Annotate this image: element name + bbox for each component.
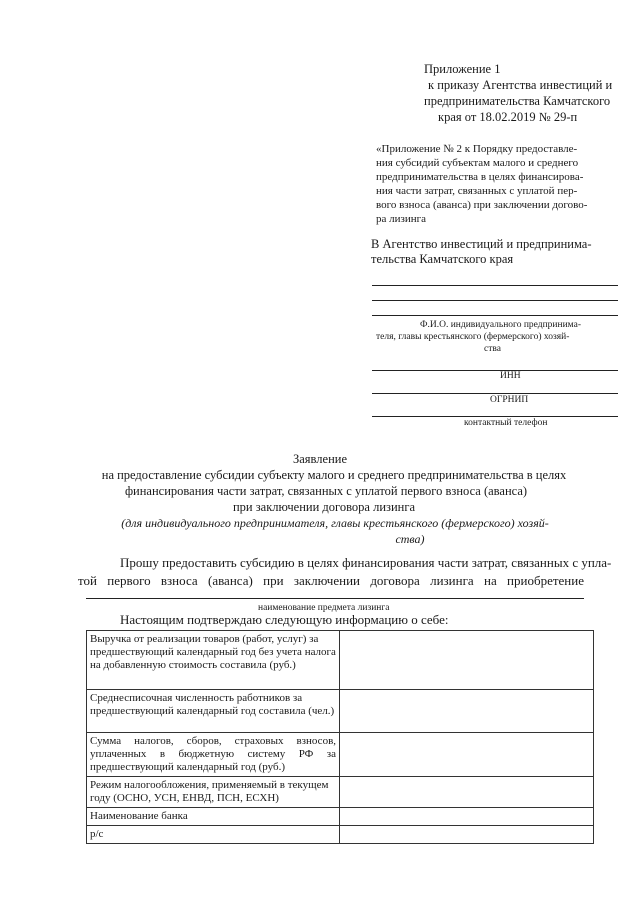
- inn-line[interactable]: [372, 370, 618, 371]
- confirm-text: Настоящим подтверждаю следующую информацию о себе:: [120, 612, 449, 627]
- ogrnip-caption: ОГРНИП: [490, 395, 529, 405]
- row-value[interactable]: [340, 733, 594, 777]
- statement-note: (для индивидуального предпринимателя, главы крестьянского (фермерского) хозяй-: [121, 516, 549, 530]
- statement-subtitle: на предоставление субсидии субъекту малого и среднего предпринимательства в целях: [101, 468, 567, 482]
- table-row: [87, 631, 594, 690]
- addressee-line: тельства Камчатского края: [371, 252, 514, 266]
- fill-line[interactable]: [372, 285, 618, 286]
- ogrnip-line[interactable]: [372, 393, 618, 394]
- appendix2-line: ния субсидий субъектам малого и среднего: [376, 157, 579, 169]
- statement-note: ства): [395, 532, 425, 546]
- table-row: [87, 690, 594, 733]
- statement-title: Заявление: [292, 452, 347, 466]
- lease-subject-caption: наименование предмета лизинга: [258, 603, 390, 613]
- row-value[interactable]: [340, 690, 594, 733]
- row-value[interactable]: [340, 826, 594, 844]
- request-text: Прошу предоставить субсидию в целях финансирования части затрат, связанных с упла-: [120, 555, 612, 570]
- fio-caption-line: ства: [484, 344, 501, 354]
- row-value[interactable]: [340, 631, 594, 690]
- phone-caption: контактный телефон: [464, 418, 548, 428]
- table-row: [87, 826, 594, 844]
- appendix-line: края от 18.02.2019 № 29-п: [438, 110, 578, 124]
- fio-caption-line: теля, главы крестьянского (фермерского) хозяй-: [376, 332, 570, 342]
- fio-caption-line: Ф.И.О. индивидуального предпринима-: [420, 320, 582, 330]
- table-row: [87, 777, 594, 808]
- info-table: [86, 630, 594, 844]
- row-label: Среднесписочная численность работников за предшествующий календарный год составила (чел.): [87, 690, 340, 733]
- appendix2-block: [376, 142, 622, 226]
- row-label: Режим налогообложения, применяемый в текущем году (ОСНО, УСН, ЕНВД, ПСН, ЕСХН): [87, 777, 340, 808]
- appendix-line: к приказу Агентства инвестиций и: [428, 78, 613, 92]
- table-row: [87, 808, 594, 826]
- addressee-block: [371, 237, 621, 267]
- inn-caption: ИНН: [500, 371, 521, 381]
- statement-subtitle: при заключении договора лизинга: [232, 500, 416, 514]
- appendix-line: предпринимательства Камчатского: [424, 94, 611, 108]
- appendix2-line: «Приложение № 2 к Порядку предоставле-: [376, 143, 578, 155]
- fill-line[interactable]: [372, 300, 618, 301]
- row-label: Наименование банка: [87, 808, 340, 826]
- row-label: р/с: [87, 826, 340, 844]
- table-row: [87, 733, 594, 777]
- appendix2-line: ра лизинга: [376, 213, 427, 225]
- row-value[interactable]: [340, 777, 594, 808]
- phone-line[interactable]: [372, 416, 618, 417]
- appendix2-line: предпринимательства в целях финансирова-: [376, 171, 584, 183]
- lease-subject-line[interactable]: [86, 598, 584, 599]
- addressee-line: В Агентство инвестиций и предпринима-: [371, 237, 592, 251]
- row-label: Выручка от реализации товаров (работ, услуг) за предшествующий календарный год без учета налога на добавленную стоимость составила (руб.): [87, 631, 340, 690]
- statement-subtitle: финансирования части затрат, связанных с уплатой первого взноса (аванса): [124, 484, 528, 498]
- appendix-title: Приложение 1: [424, 62, 501, 76]
- appendix2-line: вого взноса (аванса) при заключении догово-: [376, 199, 588, 211]
- fill-line[interactable]: [372, 315, 618, 316]
- row-value[interactable]: [340, 808, 594, 826]
- row-label: Сумма налогов, сборов, страховых взносов, уплаченных в бюджетную систему РФ за предшествующий календарный год (руб.): [87, 733, 340, 777]
- request-text: той первого взноса (аванса) при заключении договора лизинга на приобретение: [78, 573, 584, 588]
- appendix2-line: ния части затрат, связанных с уплатой пер-: [376, 185, 578, 197]
